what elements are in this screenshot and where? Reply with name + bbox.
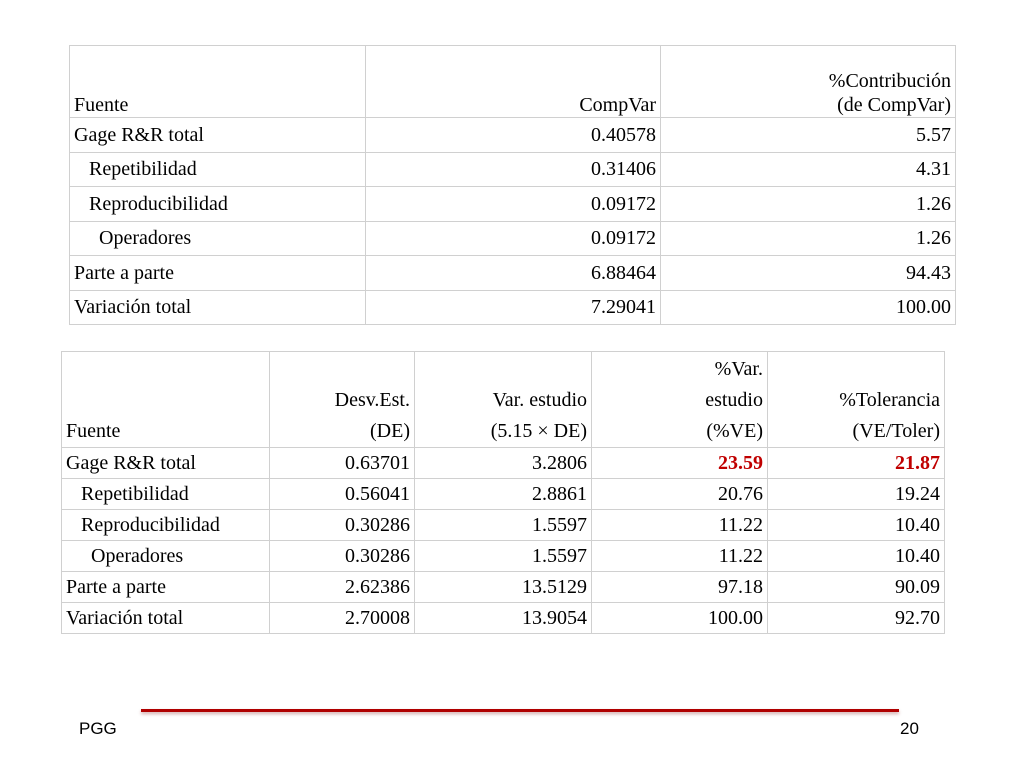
row-source: Parte a parte (62, 572, 270, 603)
row-var-estudio: 3.2806 (415, 448, 592, 479)
row-contribucion: 1.26 (661, 187, 956, 222)
header-fuente: Fuente (62, 352, 270, 448)
row-source: Repetibilidad (70, 152, 366, 187)
row-desv-est: 2.70008 (270, 603, 415, 634)
row-var-estudio: 1.5597 (415, 510, 592, 541)
row-compvar: 0.31406 (366, 152, 661, 187)
row-pct-tolerancia-highlight: 21.87 (768, 448, 945, 479)
row-source: Reproducibilidad (62, 510, 270, 541)
row-source: Operadores (62, 541, 270, 572)
row-source: Gage R&R total (70, 118, 366, 153)
row-pct-var-estudio: 11.22 (592, 541, 768, 572)
table-row (70, 118, 956, 153)
row-pct-tolerancia: 10.40 (768, 510, 945, 541)
row-contribucion: 94.43 (661, 256, 956, 291)
header-pct-var-estudio: %Var. estudio (%VE) (592, 352, 768, 448)
row-source: Repetibilidad (62, 479, 270, 510)
row-source: Operadores (70, 221, 366, 256)
row-desv-est: 2.62386 (270, 572, 415, 603)
row-var-estudio: 2.8861 (415, 479, 592, 510)
row-desv-est: 0.30286 (270, 510, 415, 541)
row-var-estudio: 1.5597 (415, 541, 592, 572)
header-fuente: Fuente (70, 46, 366, 118)
row-pct-tolerancia: 19.24 (768, 479, 945, 510)
row-contribucion: 4.31 (661, 152, 956, 187)
table-header-row (62, 352, 945, 448)
components-of-variance-table (69, 45, 956, 325)
row-contribucion: 5.57 (661, 118, 956, 153)
table-row (70, 187, 956, 222)
table-row (62, 603, 945, 634)
table-row (62, 510, 945, 541)
row-compvar: 7.29041 (366, 290, 661, 325)
row-compvar: 0.40578 (366, 118, 661, 153)
footer-divider (141, 709, 899, 712)
row-desv-est: 0.56041 (270, 479, 415, 510)
row-compvar: 6.88464 (366, 256, 661, 291)
study-variation-table (61, 351, 945, 634)
row-compvar: 0.09172 (366, 221, 661, 256)
row-compvar: 0.09172 (366, 187, 661, 222)
row-desv-est: 0.63701 (270, 448, 415, 479)
row-var-estudio: 13.9054 (415, 603, 592, 634)
header-desv-est: Desv.Est. (DE) (270, 352, 415, 448)
row-contribucion: 1.26 (661, 221, 956, 256)
table-header-row (70, 46, 956, 118)
table-row (62, 448, 945, 479)
table-row (62, 572, 945, 603)
row-desv-est: 0.30286 (270, 541, 415, 572)
row-source: Variación total (70, 290, 366, 325)
footer-author: PGG (79, 719, 117, 738)
table-row (70, 256, 956, 291)
row-pct-var-estudio-highlight: 23.59 (592, 448, 768, 479)
header-var-estudio: Var. estudio (5.15 × DE) (415, 352, 592, 448)
row-pct-var-estudio: 20.76 (592, 479, 768, 510)
row-source: Gage R&R total (62, 448, 270, 479)
row-pct-tolerancia: 90.09 (768, 572, 945, 603)
row-pct-tolerancia: 10.40 (768, 541, 945, 572)
row-pct-var-estudio: 97.18 (592, 572, 768, 603)
row-source: Reproducibilidad (70, 187, 366, 222)
header-contribucion: %Contribución (de CompVar) (661, 46, 956, 118)
row-pct-var-estudio: 11.22 (592, 510, 768, 541)
row-contribucion: 100.00 (661, 290, 956, 325)
page-number: 20 (900, 719, 919, 738)
table-row (62, 541, 945, 572)
row-source: Parte a parte (70, 256, 366, 291)
row-pct-tolerancia: 92.70 (768, 603, 945, 634)
table-row (70, 221, 956, 256)
table-row (70, 290, 956, 325)
table-row (62, 479, 945, 510)
table-row (70, 152, 956, 187)
row-var-estudio: 13.5129 (415, 572, 592, 603)
row-pct-var-estudio: 100.00 (592, 603, 768, 634)
header-compvar: CompVar (366, 46, 661, 118)
row-source: Variación total (62, 603, 270, 634)
header-pct-tolerancia: %Tolerancia (VE/Toler) (768, 352, 945, 448)
